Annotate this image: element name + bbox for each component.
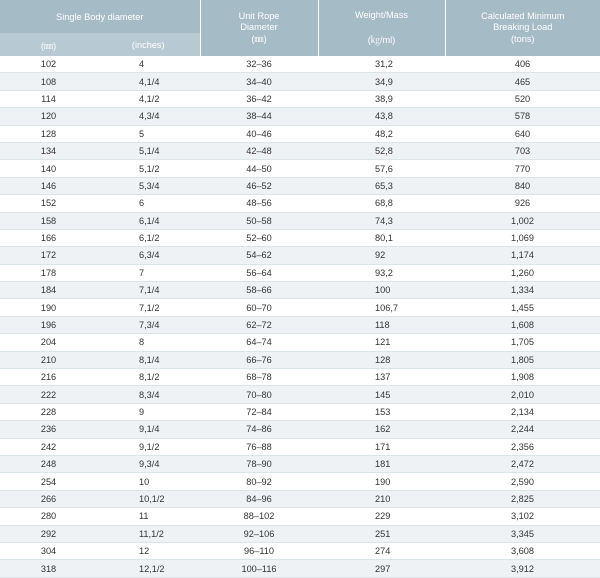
cell-rope-diameter: 74–86 <box>200 421 318 438</box>
cell-inches: 8,1/4 <box>97 351 200 368</box>
cell-breaking-load: 2,825 <box>445 490 600 507</box>
cell-breaking-load: 640 <box>445 125 600 142</box>
header-weight <box>318 0 445 56</box>
cell-weight: 118 <box>318 316 445 333</box>
cell-inches: 8,3/4 <box>97 386 200 403</box>
table-row <box>0 386 600 403</box>
cell-mm: 190 <box>0 299 97 316</box>
cell-breaking-load: 578 <box>445 108 600 125</box>
cell-weight: 229 <box>318 508 445 525</box>
cell-inches: 8,1/2 <box>97 369 200 386</box>
cell-mm: 184 <box>0 282 97 299</box>
table-row <box>0 455 600 472</box>
table-row <box>0 195 600 212</box>
cell-rope-diameter: 84–96 <box>200 490 318 507</box>
header-rope-unit: (㎜) <box>201 34 318 46</box>
cell-breaking-load: 2,472 <box>445 455 600 472</box>
cell-mm: 196 <box>0 316 97 333</box>
cell-rope-diameter: 54–62 <box>200 247 318 264</box>
cell-rope-diameter: 64–74 <box>200 334 318 351</box>
cell-weight: 48,2 <box>318 125 445 142</box>
cell-rope-diameter: 34–40 <box>200 73 318 90</box>
cell-rope-diameter: 72–84 <box>200 403 318 420</box>
table-header <box>0 0 600 56</box>
cell-breaking-load: 520 <box>445 90 600 107</box>
table-row <box>0 56 600 73</box>
cell-mm: 102 <box>0 56 97 73</box>
cell-inches: 6,1/2 <box>97 229 200 246</box>
cell-inches: 9,1/4 <box>97 421 200 438</box>
cell-weight: 68,8 <box>318 195 445 212</box>
header-weight-unit: (㎏/ml) <box>319 35 445 47</box>
cell-mm: 222 <box>0 386 97 403</box>
cell-breaking-load: 3,102 <box>445 508 600 525</box>
cell-weight: 153 <box>318 403 445 420</box>
cell-rope-diameter: 76–88 <box>200 438 318 455</box>
cell-weight: 181 <box>318 455 445 472</box>
cell-inches: 4,1/2 <box>97 90 200 107</box>
cell-breaking-load: 2,356 <box>445 438 600 455</box>
cell-breaking-load: 703 <box>445 142 600 159</box>
cell-mm: 120 <box>0 108 97 125</box>
cell-inches: 4,1/4 <box>97 73 200 90</box>
cell-mm: 280 <box>0 508 97 525</box>
cell-inches: 12 <box>97 542 200 559</box>
cell-breaking-load: 1,805 <box>445 351 600 368</box>
table-row <box>0 490 600 507</box>
cell-mm: 242 <box>0 438 97 455</box>
cell-mm: 318 <box>0 560 97 577</box>
cell-weight: 145 <box>318 386 445 403</box>
table-row <box>0 247 600 264</box>
cell-inches: 5,3/4 <box>97 177 200 194</box>
cell-mm: 140 <box>0 160 97 177</box>
cell-rope-diameter: 46–52 <box>200 177 318 194</box>
cell-breaking-load: 1,002 <box>445 212 600 229</box>
cell-breaking-load: 2,590 <box>445 473 600 490</box>
header-mm-unit: (㎜) <box>0 33 97 56</box>
cell-weight: 34,9 <box>318 73 445 90</box>
cell-breaking-load: 406 <box>445 56 600 73</box>
cell-breaking-load: 2,134 <box>445 403 600 420</box>
cell-rope-diameter: 62–72 <box>200 316 318 333</box>
cell-breaking-load: 1,260 <box>445 264 600 281</box>
table-row <box>0 508 600 525</box>
cell-weight: 128 <box>318 351 445 368</box>
cell-inches: 7,1/4 <box>97 282 200 299</box>
cell-weight: 162 <box>318 421 445 438</box>
cell-mm: 228 <box>0 403 97 420</box>
cell-weight: 80,1 <box>318 229 445 246</box>
table-row <box>0 473 600 490</box>
cell-breaking-load: 2,010 <box>445 386 600 403</box>
table-row <box>0 316 600 333</box>
cell-inches: 9 <box>97 403 200 420</box>
table-row <box>0 264 600 281</box>
table-row <box>0 334 600 351</box>
cell-inches: 9,1/2 <box>97 438 200 455</box>
cell-mm: 166 <box>0 229 97 246</box>
cell-breaking-load: 1,608 <box>445 316 600 333</box>
table-row <box>0 177 600 194</box>
cell-weight: 38,9 <box>318 90 445 107</box>
cell-mm: 216 <box>0 369 97 386</box>
cell-weight: 65,3 <box>318 177 445 194</box>
cell-rope-diameter: 56–64 <box>200 264 318 281</box>
header-load-unit: (tons) <box>446 34 600 46</box>
cell-weight: 31,2 <box>318 56 445 73</box>
cell-mm: 158 <box>0 212 97 229</box>
cell-inches: 10 <box>97 473 200 490</box>
cell-inches: 11 <box>97 508 200 525</box>
cell-rope-diameter: 96–110 <box>200 542 318 559</box>
table-row <box>0 73 600 90</box>
header-load-line2: Breaking Load <box>446 22 600 34</box>
table-row <box>0 299 600 316</box>
cell-weight: 43,8 <box>318 108 445 125</box>
cell-rope-diameter: 66–76 <box>200 351 318 368</box>
cell-rope-diameter: 40–46 <box>200 125 318 142</box>
cell-mm: 254 <box>0 473 97 490</box>
header-weight-label: Weight/Mass <box>319 10 445 22</box>
table-body <box>0 56 600 577</box>
cell-rope-diameter: 38–44 <box>200 108 318 125</box>
cell-weight: 274 <box>318 542 445 559</box>
cell-weight: 190 <box>318 473 445 490</box>
cell-weight: 210 <box>318 490 445 507</box>
cell-inches: 9,3/4 <box>97 455 200 472</box>
header-breaking-load <box>445 0 600 56</box>
table-row <box>0 108 600 125</box>
cell-breaking-load: 1,455 <box>445 299 600 316</box>
header-rope-line2: Diameter <box>201 22 318 34</box>
cell-rope-diameter: 42–48 <box>200 142 318 159</box>
cell-breaking-load: 1,705 <box>445 334 600 351</box>
cell-weight: 106,7 <box>318 299 445 316</box>
cell-weight: 171 <box>318 438 445 455</box>
table-row <box>0 525 600 542</box>
table-row <box>0 403 600 420</box>
cell-inches: 6 <box>97 195 200 212</box>
cell-breaking-load: 1,174 <box>445 247 600 264</box>
cell-mm: 178 <box>0 264 97 281</box>
header-load-line1: Calculated Minimum <box>446 11 600 23</box>
cell-mm: 172 <box>0 247 97 264</box>
cell-inches: 5,1/2 <box>97 160 200 177</box>
table-row <box>0 560 600 577</box>
cell-rope-diameter: 70–80 <box>200 386 318 403</box>
table-row <box>0 542 600 559</box>
cell-rope-diameter: 68–78 <box>200 369 318 386</box>
cell-rope-diameter: 92–106 <box>200 525 318 542</box>
table-row <box>0 369 600 386</box>
cell-mm: 146 <box>0 177 97 194</box>
cell-weight: 137 <box>318 369 445 386</box>
cell-inches: 6,3/4 <box>97 247 200 264</box>
header-inches-unit: (inches) <box>97 33 200 56</box>
table-row <box>0 351 600 368</box>
table-row <box>0 90 600 107</box>
cell-weight: 92 <box>318 247 445 264</box>
cell-rope-diameter: 88–102 <box>200 508 318 525</box>
cell-mm: 128 <box>0 125 97 142</box>
cell-breaking-load: 465 <box>445 73 600 90</box>
cell-mm: 204 <box>0 334 97 351</box>
cell-breaking-load: 1,334 <box>445 282 600 299</box>
cell-breaking-load: 1,908 <box>445 369 600 386</box>
cell-mm: 236 <box>0 421 97 438</box>
cell-rope-diameter: 78–90 <box>200 455 318 472</box>
table-row <box>0 125 600 142</box>
cell-mm: 266 <box>0 490 97 507</box>
cell-rope-diameter: 50–58 <box>200 212 318 229</box>
table-row <box>0 212 600 229</box>
cell-weight: 57,6 <box>318 160 445 177</box>
cell-rope-diameter: 100–116 <box>200 560 318 577</box>
cell-rope-diameter: 58–66 <box>200 282 318 299</box>
table-row <box>0 438 600 455</box>
table-row <box>0 282 600 299</box>
table-row <box>0 421 600 438</box>
header-single-body: Single Body diameter <box>0 0 200 33</box>
cell-inches: 6,1/4 <box>97 212 200 229</box>
cell-weight: 100 <box>318 282 445 299</box>
cell-weight: 52,8 <box>318 142 445 159</box>
cell-mm: 108 <box>0 73 97 90</box>
cell-mm: 114 <box>0 90 97 107</box>
cell-rope-diameter: 48–56 <box>200 195 318 212</box>
cell-mm: 304 <box>0 542 97 559</box>
table-row <box>0 160 600 177</box>
cell-weight: 93,2 <box>318 264 445 281</box>
cell-rope-diameter: 52–60 <box>200 229 318 246</box>
table-row <box>0 142 600 159</box>
cell-rope-diameter: 80–92 <box>200 473 318 490</box>
cell-breaking-load: 926 <box>445 195 600 212</box>
cell-mm: 152 <box>0 195 97 212</box>
cell-breaking-load: 770 <box>445 160 600 177</box>
cell-inches: 5 <box>97 125 200 142</box>
cell-breaking-load: 3,345 <box>445 525 600 542</box>
cell-breaking-load: 3,912 <box>445 560 600 577</box>
cell-inches: 8 <box>97 334 200 351</box>
header-unit-rope <box>200 0 318 56</box>
cell-inches: 11,1/2 <box>97 525 200 542</box>
cell-inches: 7,3/4 <box>97 316 200 333</box>
cell-inches: 5,1/4 <box>97 142 200 159</box>
cell-mm: 248 <box>0 455 97 472</box>
cell-breaking-load: 840 <box>445 177 600 194</box>
cell-inches: 4,3/4 <box>97 108 200 125</box>
cell-inches: 10,1/2 <box>97 490 200 507</box>
cell-weight: 297 <box>318 560 445 577</box>
cell-rope-diameter: 36–42 <box>200 90 318 107</box>
cell-weight: 74,3 <box>318 212 445 229</box>
header-rope-line1: Unit Rope <box>201 11 318 23</box>
cell-weight: 121 <box>318 334 445 351</box>
cell-inches: 12,1/2 <box>97 560 200 577</box>
cell-weight: 251 <box>318 525 445 542</box>
cell-inches: 4 <box>97 56 200 73</box>
cell-mm: 210 <box>0 351 97 368</box>
cell-rope-diameter: 44–50 <box>200 160 318 177</box>
cell-rope-diameter: 32–36 <box>200 56 318 73</box>
cell-breaking-load: 1,069 <box>445 229 600 246</box>
cell-rope-diameter: 60–70 <box>200 299 318 316</box>
cell-breaking-load: 3,608 <box>445 542 600 559</box>
cell-mm: 134 <box>0 142 97 159</box>
cell-breaking-load: 2,244 <box>445 421 600 438</box>
cell-inches: 7 <box>97 264 200 281</box>
table-row <box>0 229 600 246</box>
cell-inches: 7,1/2 <box>97 299 200 316</box>
cell-mm: 292 <box>0 525 97 542</box>
